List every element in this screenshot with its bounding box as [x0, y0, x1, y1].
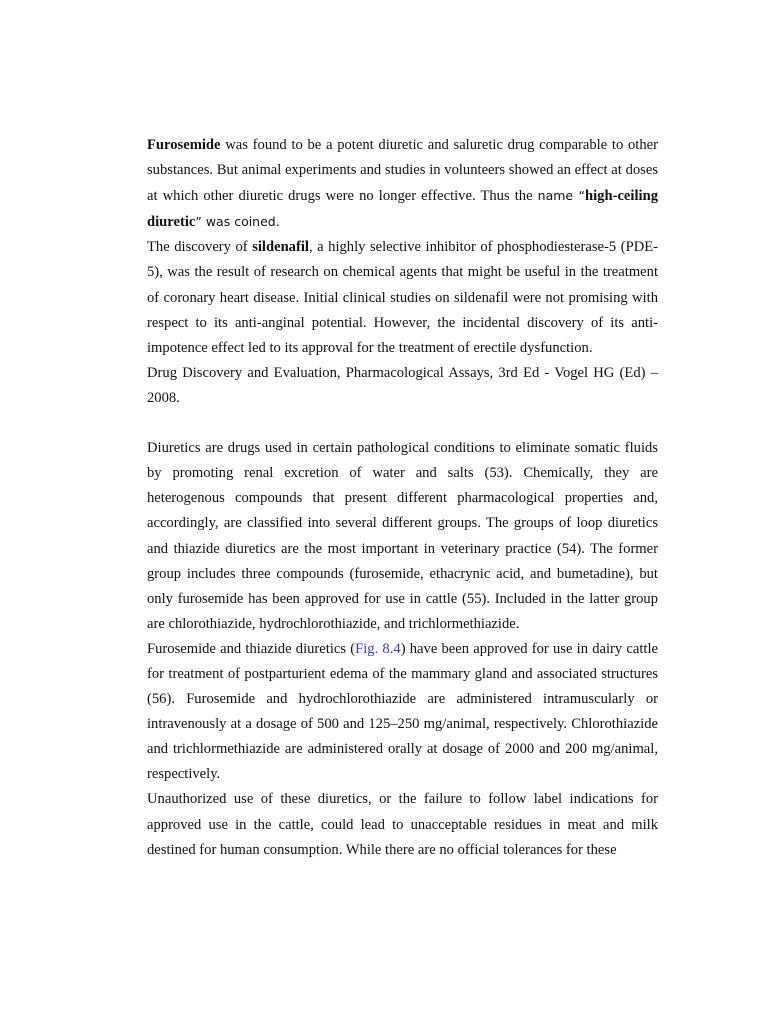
paragraph-furosemide: Furosemide was found to be a potent diuretic and saluretic drug comparable to other substances. But animal experiments and studies in volunteers showed an effect at doses at which other diuretic drugs were no longer effective. Thus the name “high-ceiling diuretic” was coined. — [147, 137, 658, 231]
paragraph-sildenafil: The discovery of sildenafil, a highly selective inhibitor of phosphodiesterase-5 (PDE-5), was the result of research on chemical agents that might be useful in the treatment of coronary heart disease. Initial clinical studies on sildenafil were not promising with respect to its anti-anginal potential. However, the incidental discovery of its anti-impotence effect led to its approval for the treatment of erectile dysfunction. — [147, 239, 659, 356]
citation: Drug Discovery and Evaluation, Pharmacological Assays, 3rd Ed - Vogel HG (Ed) – 2008. — [147, 364, 658, 406]
paragraph-spacer — [147, 411, 658, 436]
body-text — [147, 133, 658, 863]
term-high-ceiling-diuretic: high-ceiling diuretic — [147, 188, 658, 231]
term-sildenafil: sildenafil — [252, 239, 309, 256]
paragraph-dairy-cattle: Furosemide and thiazide diuretics (Fig. 8.4) have been approved for use in dairy cattle for treatment of postparturient edema of the mammary gland and associated structures (56). Furosemide and hydrochlorothiazide are administered intramuscularly or intravenously at a dosage of 500 and 125–250 mg/animal, respectively. Chlorothiazide and trichlormethiazide are administered orally at dosage of 2000 and 200 mg/animal, respectively. — [147, 640, 658, 783]
paragraph-diuretics: Diuretics are drugs used in certain pathological conditions to eliminate somatic fluids by promoting renal excretion of water and salts (53). Chemically, they are heterogenous compounds that present different pharmacological properties and, accordingly, are classified into several different groups. The groups of loop diuretics and thiazide diuretics are the most important in veterinary practice (54). The former group includes three compounds (furosemide, ethacrynic acid, and bumetadine), but only furosemide has been approved for use in cattle (55). Included in the latter group are chlorothiazide, hydrochlorothiazide, and trichlormethiazide. — [147, 440, 658, 632]
paragraph-unauthorized-use: Unauthorized use of these diuretics, or the failure to follow label indications for approved use in the cattle, could lead to unacceptable residues in meat and milk destined for human consumption. While there are no official tolerances for these — [147, 791, 658, 858]
term-furosemide: Furosemide — [147, 137, 221, 153]
figure-link[interactable]: Fig. 8.4 — [355, 640, 401, 657]
